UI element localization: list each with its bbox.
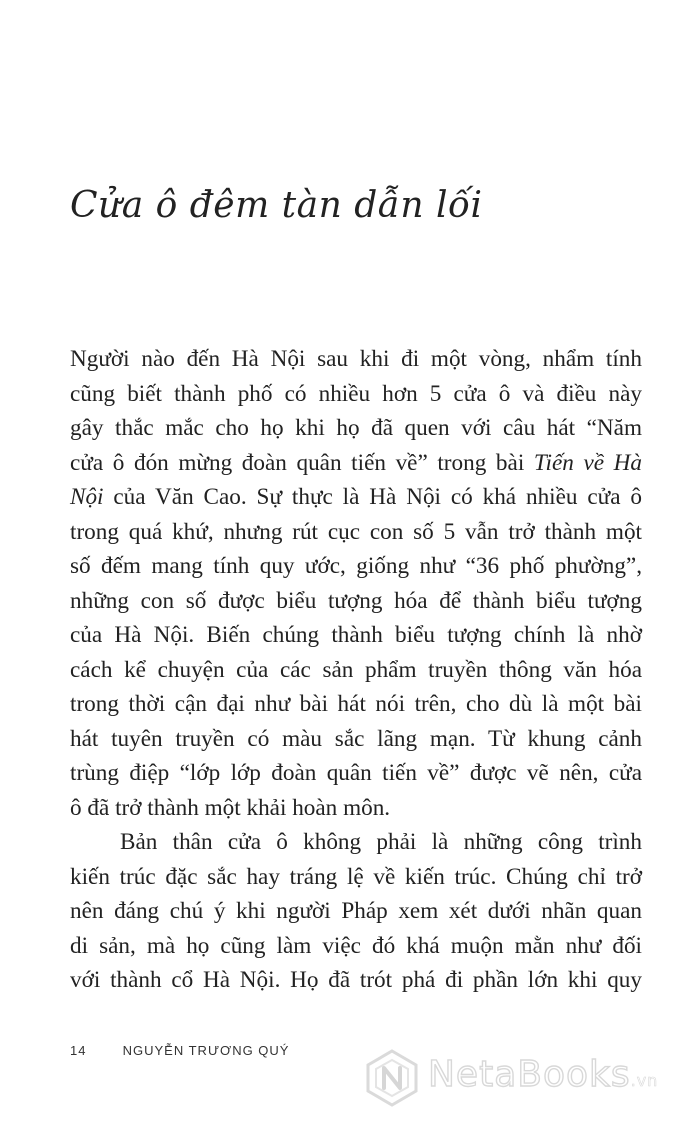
text-line: số đếm mang tính quy ước, giống như “36 phố phường”, (70, 553, 642, 579)
text-line (70, 480, 642, 515)
text-line: kiến trúc đặc sắc hay tráng lệ về kiến trúc. Chúng chỉ trở (70, 863, 642, 890)
text-segment: cửa ô đón mừng đoàn quân tiến về” trong bài (70, 449, 534, 476)
page-number: 14 (70, 1043, 87, 1058)
watermark-brand-name: NetaBooks (428, 1054, 631, 1095)
watermark-brand (428, 1054, 658, 1095)
text-line: cũng biết thành phố có nhiều hơn 5 cửa ô và điều này (70, 380, 642, 407)
text-line: Người nào đến Hà Nội sau khi đi một vòng, nhẩm tính (70, 346, 642, 372)
text-line: trong thời cận đại như bài hát nói trên, cho dù là một bài (70, 691, 642, 717)
song-title-italic: Nội (70, 484, 104, 510)
page-footer (70, 1043, 289, 1058)
text-segment: của Văn Cao. Sự thực là Hà Nội có khá nhiều cửa ô (103, 484, 642, 510)
text-line: hát tuyên truyền có màu sắc lãng mạn. Từ khung cảnh (70, 725, 642, 752)
text-line: di sản, mà họ cũng làm việc đó khá muộn mằn như đối (70, 932, 642, 959)
chapter-title: Cửa ô đêm tàn dẫn lối (70, 185, 483, 226)
text-line: với thành cổ Hà Nội. Họ đã trót phá đi phần lớn khi quy (70, 967, 642, 993)
watermark-tld: .vn (630, 1071, 659, 1090)
text-line: nên đáng chú ý khi người Pháp xem xét dưới nhãn quan (70, 898, 642, 924)
text-line: trong quá khứ, nhưng rút cục con số 5 vẫn trở thành một (70, 518, 642, 545)
author-name: NGUYỄN TRƯƠNG QUÝ (122, 1043, 290, 1058)
text-line (70, 446, 642, 481)
text-line: những con số được biểu tượng hóa để thành biểu tượng (70, 587, 642, 614)
watermark (362, 1048, 692, 1112)
text-line: ô đã trở thành một khải hoàn môn. (70, 794, 391, 821)
netabooks-logo-icon (362, 1048, 422, 1108)
text-line: trùng điệp “lớp lớp đoàn quân tiến về” được vẽ nên, cửa (70, 760, 642, 786)
song-title-italic: Tiến về Hà (533, 449, 642, 476)
text-line: cách kể chuyện của các sản phẩm truyền thông văn hóa (70, 656, 642, 683)
text-line: gây thắc mắc cho họ khi họ đã quen với câu hát “Năm (70, 415, 642, 441)
text-line: Bản thân cửa ô không phải là những công trình (120, 829, 642, 855)
body-text (70, 342, 642, 998)
text-line: của Hà Nội. Biến chúng thành biểu tượng chính là nhờ (70, 622, 642, 648)
